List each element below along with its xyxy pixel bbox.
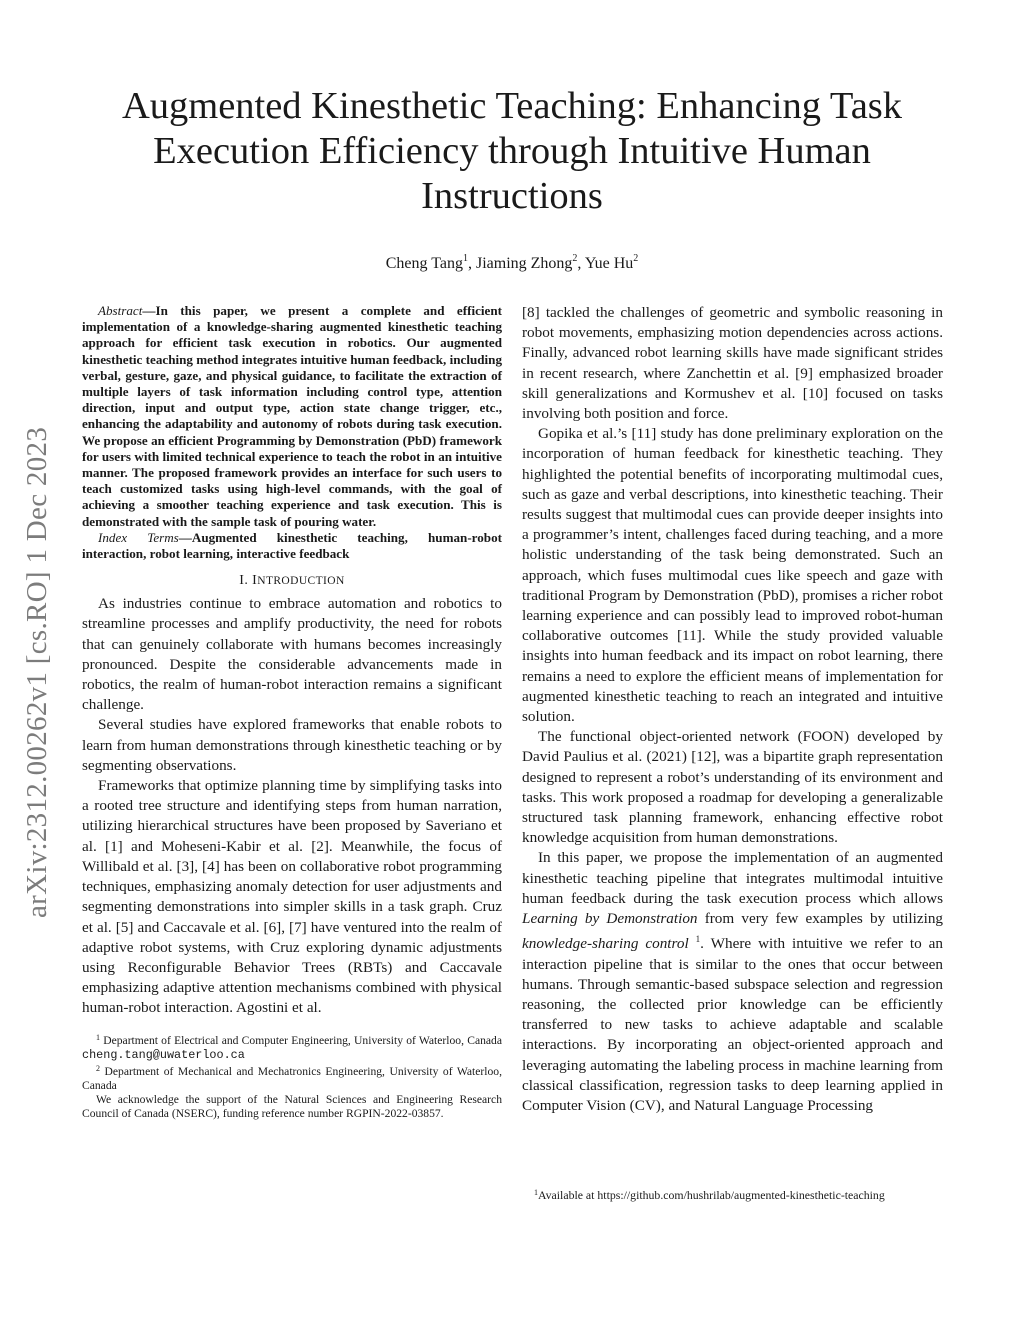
- abstract-body: [82, 303, 502, 530]
- footnote-text: Available at https://github.com/hushrilab/augmented-kinesthetic-teaching: [538, 1188, 885, 1202]
- intro-paragraph: Frameworks that optimize planning time by simplifying tasks into a rooted tree structure and identifying steps from human narration, utilizing hierarchical structures have been proposed by Saveriano et al. [1] and Moheseni-Kabir et al. [2]. Meanwhile, the focus of Willibald et al. [3], [4] has been on collaborative robot programming techniques, emphasizing anomaly detection for user adjustments and segmenting demonstrations into simpler skills in a task graph. Cruz et al. [5] and Caccavale et al. [6], [7] have ventured into the realm of adaptive robot systems, with Cruz exploring dynamic adjustments using Reconfigurable Behavior Trees (RBTs) and Caccavale emphasizing adaptive attention mechanisms combined with physical human-robot interaction. Agostini et al.: [82, 777, 502, 1017]
- abstract-label: Abstract: [98, 303, 143, 318]
- body-paragraph: Gopika et al.’s [11] study has done preliminary exploration on the incorporation of human feedback for kinesthetic teaching. They highlighted the potential benefits of incorporating multimodal cues, such as gaze and verbal descriptions, into kinesthetic teaching. Their results suggest that multimodal cues can provide deeper insights into a programmer’s intent, challenges faced during teaching, and a more holistic understanding of the task being demonstrated. Such an approach, which fuses multimodal cues like speech and gaze with traditional Program by Demonstration (PbD), promises a richer robot learning experience and can possibly lead to improved robot-human collaborative outcomes [11]. While the study provided valuable insights into human feedback and its impact on robot learning, there remains a need to explore the efficient means of implementation for augmented kinesthetic teaching to reach an integrated and intuitive solution.: [522, 425, 943, 726]
- abstract: [82, 303, 502, 562]
- text-run: . Where with intuitive we refer to an interaction pipeline that is similar to the ones that occur between humans. Through semantic-based subspace selection and regression reasoning, the collected prior knowledge can be efficiently transferred to new tasks to achieve adaptable and scalable interactions. By incorporating an object-oriented approach and leveraging automating the labeling process in machine learning from classical classification, regression tasks to deep learning applied in Computer Vision (CV), and Natural Language Processing: [522, 935, 944, 1114]
- section-number: I. I: [239, 573, 258, 589]
- intro-paragraph: Several studies have explored frameworks that enable robots to learn from human demonstrations through kinesthetic teaching or by segmenting observations.: [82, 716, 502, 774]
- body-paragraph: [522, 848, 943, 1116]
- author-name: Yue Hu: [584, 255, 634, 272]
- index-terms: [82, 530, 502, 562]
- text-run: In this paper, we propose the implementation of an augmented kinesthetic teaching pipeline that integrates multimodal intuitive human feedback during the task execution process which allows: [522, 849, 943, 907]
- footnote-acknowledgement: We acknowledge the support of the Natural Sciences and Engineering Research Council of Canada (NSERC), funding reference number RGPIN-2022-03857.: [82, 1092, 502, 1120]
- footnote-mark: 1: [534, 1188, 538, 1197]
- author-separator: ,: [467, 255, 476, 272]
- emphasis-text: knowledge-sharing control: [522, 935, 689, 953]
- author-list: [0, 247, 1024, 276]
- code-availability-footnote: [534, 1186, 954, 1202]
- affiliation-mark: 2: [572, 253, 578, 264]
- author-separator: ,: [577, 255, 585, 272]
- footnote-text: Department of Electrical and Computer Engineering, University of Waterloo, Canada: [103, 1033, 502, 1047]
- section-heading-introduction: [82, 572, 502, 590]
- title-line: Augmented Kinesthetic Teaching: Enhancing Task: [121, 85, 903, 127]
- author-name: Jiaming Zhong: [475, 255, 573, 272]
- left-column: [82, 303, 502, 1121]
- footnote-reference[interactable]: 1: [695, 934, 701, 945]
- affiliation-footnotes: [82, 1031, 502, 1121]
- affiliation-mark: 2: [633, 253, 639, 264]
- text-run: from very few examples by utilizing: [697, 910, 944, 928]
- author-name: Cheng Tang: [385, 255, 463, 272]
- index-terms-label: Index Terms: [98, 529, 179, 545]
- author-email-link[interactable]: cheng.tang@uwaterloo.ca: [82, 1047, 245, 1062]
- right-column: [522, 303, 943, 1116]
- index-terms-text: Augmented kinesthetic teaching, human-robot interaction, robot learning, interactive feedback: [82, 529, 502, 562]
- footnote-affiliation-1: [82, 1031, 502, 1062]
- arxiv-sidebar-identifier: arXiv:2312.00262v1 [cs.RO] 1 Dec 2023: [21, 426, 53, 918]
- paper-title: [60, 84, 964, 219]
- body-paragraph: [8] tackled the challenges of geometric and symbolic reasoning in robot movements, emphasizing motion dependencies across actions. Finally, advanced robot learning skills have made significant strides in recent research, where Zanchettin et al. [9] emphasized broader skill generalizations and Kormushev et al. [10] focused on tasks involving both position and force.: [522, 304, 943, 423]
- section-title: NTRODUCTION: [257, 575, 345, 588]
- intro-paragraph: As industries continue to embrace automation and robotics to streamline processes and amplify productivity, the need for robots that can genuinely collaborate with humans becomes increasingly pronounced. Despite the considerable advancements made in robotics, the realm of human-robot interaction remains a significant challenge.: [82, 595, 502, 714]
- abstract-text: In this paper, we present a complete and efficient implementation of a knowledge-sharing augmented kinesthetic teaching approach for efficient task execution in robotics. Our augmented kinesthetic teaching method integrates intuitive human feedback, including verbal, gesture, gaze, and physical guidance, to facilitate the extraction of multiple layers of task information including control type, attention direction, input and output type, action state change trigger, etc., enhancing the adaptability and autonomy of robots during task execution. We propose an efficient Programming by Demonstration (PbD) framework for users with limited technical experience to teach the robot in an intuitive manner. The proposed framework provides an interface for such users to teach customized tasks using high-level commands, with the goal of achieving a smoother teaching experience and task execution. This is demonstrated with the sample task of pouring water.: [82, 303, 502, 529]
- footnote-affiliation-2: [82, 1062, 502, 1093]
- title-line: Instructions: [421, 175, 603, 217]
- emphasis-text: Learning by Demonstration: [522, 910, 698, 928]
- footnote-mark: 2: [96, 1063, 100, 1073]
- abstract-dash: —: [142, 303, 156, 318]
- title-line: Execution Efficiency through Intuitive Human: [153, 130, 871, 172]
- footnote-mark: 1: [96, 1032, 100, 1042]
- body-paragraph: The functional object-oriented network (FOON) developed by David Paulius et al. (2021) [12], was a bipartite graph representation designed to represent a robot’s understanding of its environment and tasks. This work proposed a roadmap for developing a generalizable structured task planning framework, enhancing effective robot knowledge acquisition from human demonstrations.: [522, 728, 943, 847]
- footnote-text: Department of Mechanical and Mechatronics Engineering, University of Waterloo, Canada: [82, 1064, 502, 1092]
- affiliation-mark: 1: [462, 253, 468, 264]
- index-terms-dash: —: [178, 529, 192, 545]
